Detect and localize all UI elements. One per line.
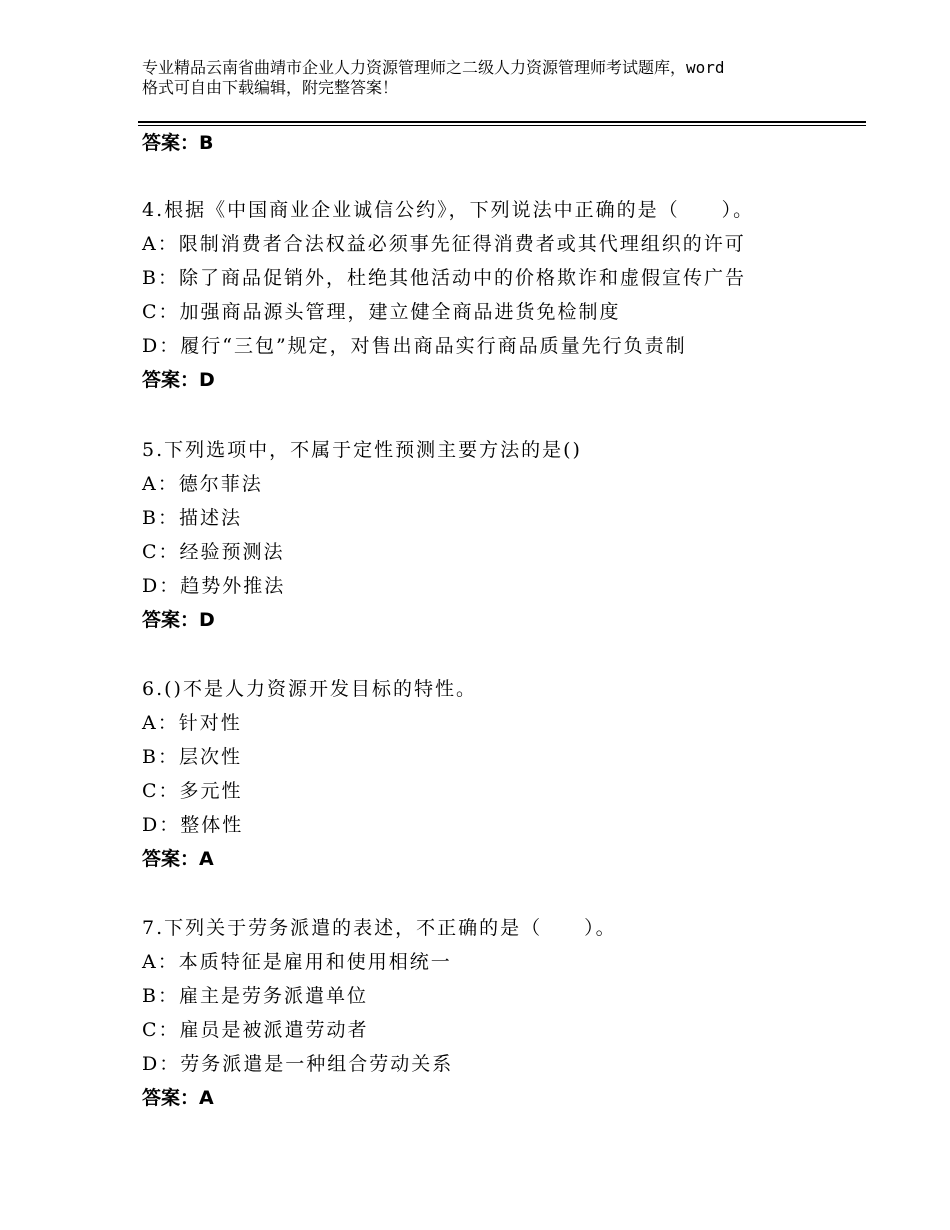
question-answer: 答案：D [142, 369, 215, 391]
question-stem: 6.()不是人力资源开发目标的特性。 [142, 678, 477, 700]
option-c: C：经验预测法 [142, 541, 285, 563]
option-b: B：雇主是劳务派遣单位 [142, 985, 368, 1007]
header-rule-thick [138, 121, 866, 123]
question-7 [142, 911, 862, 1115]
option-c: C：多元性 [142, 780, 243, 802]
option-d: D：劳务派遣是一种组合劳动关系 [142, 1053, 454, 1075]
question-answer: 答案：A [142, 1087, 214, 1109]
header-line-2: 格式可自由下载编辑，附完整答案！ [142, 78, 399, 97]
header-line-1: 专业精品云南省曲靖市企业人力资源管理师之二级人力资源管理师考试题库，word [142, 58, 725, 77]
option-a: A：针对性 [142, 712, 242, 734]
question-answer: 答案：D [142, 609, 215, 631]
question-stem: 7.下列关于劳务派遣的表述，不正确的是（ ）。 [142, 917, 617, 939]
option-b: B：描述法 [142, 507, 242, 529]
question-5 [142, 433, 862, 637]
option-a: A：本质特征是雇用和使用相统一 [142, 951, 452, 973]
answer-previous: 答案：B [142, 132, 214, 154]
header-rule-thin [138, 125, 866, 126]
option-d: D：履行“三包”规定，对售出商品实行商品质量先行负责制 [142, 335, 687, 357]
option-b: B：除了商品促销外，杜绝其他活动中的价格欺诈和虚假宣传广告 [142, 267, 746, 289]
option-c: C：雇员是被派遣劳动者 [142, 1019, 369, 1041]
option-b: B：层次性 [142, 746, 242, 768]
option-c: C：加强商品源头管理，建立健全商品进货免检制度 [142, 301, 621, 323]
option-d: D：趋势外推法 [142, 575, 286, 597]
question-answer: 答案：A [142, 848, 214, 870]
document-header [142, 58, 842, 98]
question-4 [142, 193, 862, 397]
option-a: A：限制消费者合法权益必须事先征得消费者或其代理组织的许可 [142, 233, 746, 255]
option-d: D：整体性 [142, 814, 244, 836]
option-a: A：德尔菲法 [142, 473, 263, 495]
question-stem: 4.根据《中国商业企业诚信公约》，下列说法中正确的是（ ）。 [142, 199, 755, 221]
question-6 [142, 672, 862, 876]
question-stem: 5.下列选项中，不属于定性预测主要方法的是() [142, 439, 582, 461]
